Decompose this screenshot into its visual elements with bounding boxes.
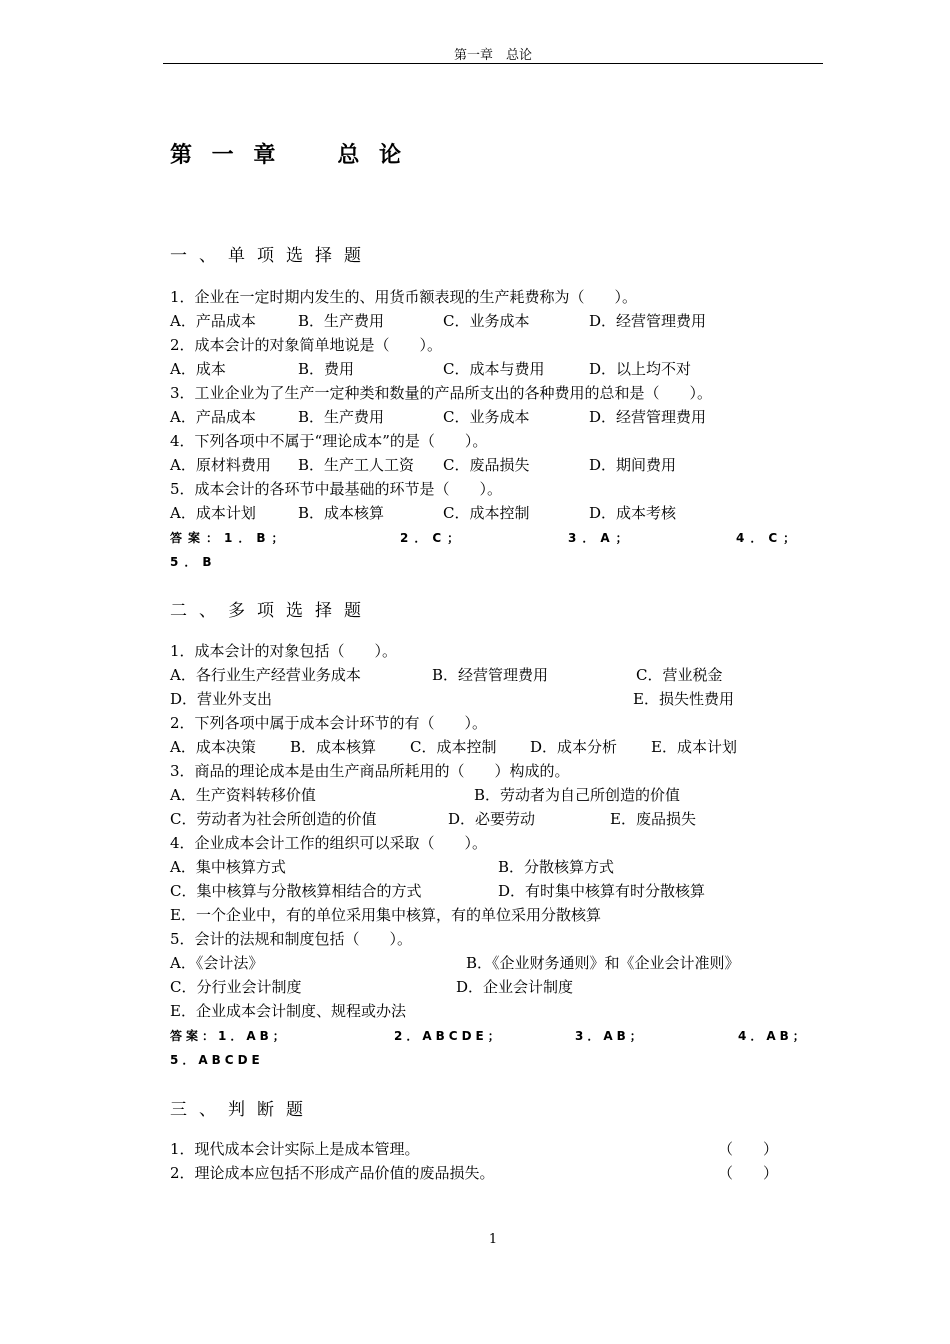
option: B．生产费用 [298, 408, 385, 426]
option: C．成本控制 [443, 504, 530, 522]
question-text: 1．企业在一定时期内发生的、用货币额表现的生产耗费称为（ ）。 [170, 288, 638, 306]
option: D．期间费用 [589, 456, 677, 474]
option: E．损失性费用 [633, 690, 734, 708]
question-text: 4．下列各项中不属于“理论成本”的是（ ）。 [170, 432, 488, 450]
answer-key: 4．AB； [738, 1029, 809, 1043]
option: D．必要劳动 [448, 810, 536, 828]
answer-key: 答案：1．B； [170, 531, 290, 545]
option: B．生产费用 [298, 312, 385, 330]
question-text: 5．成本会计的各环节中最基础的环节是（ ）。 [170, 480, 503, 498]
option: A．产品成本 [170, 408, 256, 426]
option: B．生产工人工资 [298, 456, 415, 474]
question-text: 3．商品的理论成本是由生产商品所耗用的（ ）构成的。 [170, 762, 570, 780]
answer-key: 5．ABCDE [170, 1053, 264, 1067]
answer-key: 5．B [170, 555, 218, 569]
answer-key: 答案：1．AB； [170, 1029, 289, 1043]
option: D．企业会计制度 [456, 978, 574, 996]
section-heading-judge: 三、判断题 [170, 1100, 315, 1120]
option: D．经营管理费用 [589, 408, 707, 426]
option: A．成本 [170, 360, 226, 378]
option: D．有时集中核算有时分散核算 [498, 882, 706, 900]
answer-blank: （ ） [718, 1164, 779, 1182]
answer-key: 3．AB； [575, 1029, 646, 1043]
option: B．费用 [298, 360, 355, 378]
option: E．成本计划 [651, 738, 737, 756]
option: D．以上均不对 [589, 360, 692, 378]
option: B．分散核算方式 [498, 858, 615, 876]
option: C．业务成本 [443, 408, 530, 426]
running-header: 第一章 总论 [453, 48, 532, 63]
option: C．废品损失 [443, 456, 530, 474]
option: D．成本分析 [530, 738, 618, 756]
option: A．集中核算方式 [170, 858, 286, 876]
question-text: 1．现代成本会计实际上是成本管理。 [170, 1140, 420, 1158]
question-text: 2．下列各项中属于成本会计环节的有（ ）。 [170, 714, 488, 732]
option: C．业务成本 [443, 312, 530, 330]
option: B．成本核算 [290, 738, 377, 756]
option: A．各行业生产经营业务成本 [170, 666, 361, 684]
option: E．废品损失 [610, 810, 696, 828]
option: B．经营管理费用 [432, 666, 549, 684]
option: A．生产资料转移价值 [170, 786, 316, 804]
option: D．营业外支出 [170, 690, 273, 708]
answer-key: 4．C； [736, 531, 802, 545]
option: D．成本考核 [589, 504, 677, 522]
option: A．《会计法》 [170, 954, 264, 972]
answer-blank: （ ） [718, 1140, 779, 1158]
option: E．一个企业中，有的单位采用集中核算，有的单位采用分散核算 [170, 906, 601, 924]
option: C．成本与费用 [443, 360, 545, 378]
question-text: 2．成本会计的对象简单地说是（ ）。 [170, 336, 443, 354]
option: C．分行业会计制度 [170, 978, 302, 996]
option: D．经营管理费用 [589, 312, 707, 330]
question-text: 4．企业成本会计工作的组织可以采取（ ）。 [170, 834, 488, 852]
option: B．劳动者为自己所创造的价值 [474, 786, 681, 804]
option: A．原材料费用 [170, 456, 271, 474]
option: B．成本核算 [298, 504, 385, 522]
chapter-title: 第 一 章 总 论 [170, 142, 407, 168]
question-text: 1．成本会计的对象包括（ ）。 [170, 642, 398, 660]
section-heading-multi: 二、多项选择题 [170, 601, 373, 621]
option: A．成本计划 [170, 504, 256, 522]
answer-key: 3．A； [568, 531, 634, 545]
option: E．企业成本会计制度、规程或办法 [170, 1002, 406, 1020]
question-text: 5．会计的法规和制度包括（ ）。 [170, 930, 413, 948]
question-text: 3．工业企业为了生产一定种类和数量的产品所支出的各种费用的总和是（ ）。 [170, 384, 713, 402]
option: B．《企业财务通则》和《企业会计准则》 [466, 954, 740, 972]
option: A．产品成本 [170, 312, 256, 330]
option: A．成本决策 [170, 738, 256, 756]
section-heading-single: 一、单项选择题 [170, 246, 373, 266]
answer-key: 2．ABCDE； [394, 1029, 504, 1043]
option: C．集中核算与分散核算相结合的方式 [170, 882, 422, 900]
option: C．营业税金 [636, 666, 723, 684]
option: C．劳动者为社会所创造的价值 [170, 810, 377, 828]
page-number: 1 [488, 1232, 498, 1247]
header-rule [163, 63, 823, 64]
answer-key: 2．C； [400, 531, 466, 545]
question-text: 2．理论成本应包括不形成产品价值的废品损失。 [170, 1164, 495, 1182]
option: C．成本控制 [410, 738, 497, 756]
